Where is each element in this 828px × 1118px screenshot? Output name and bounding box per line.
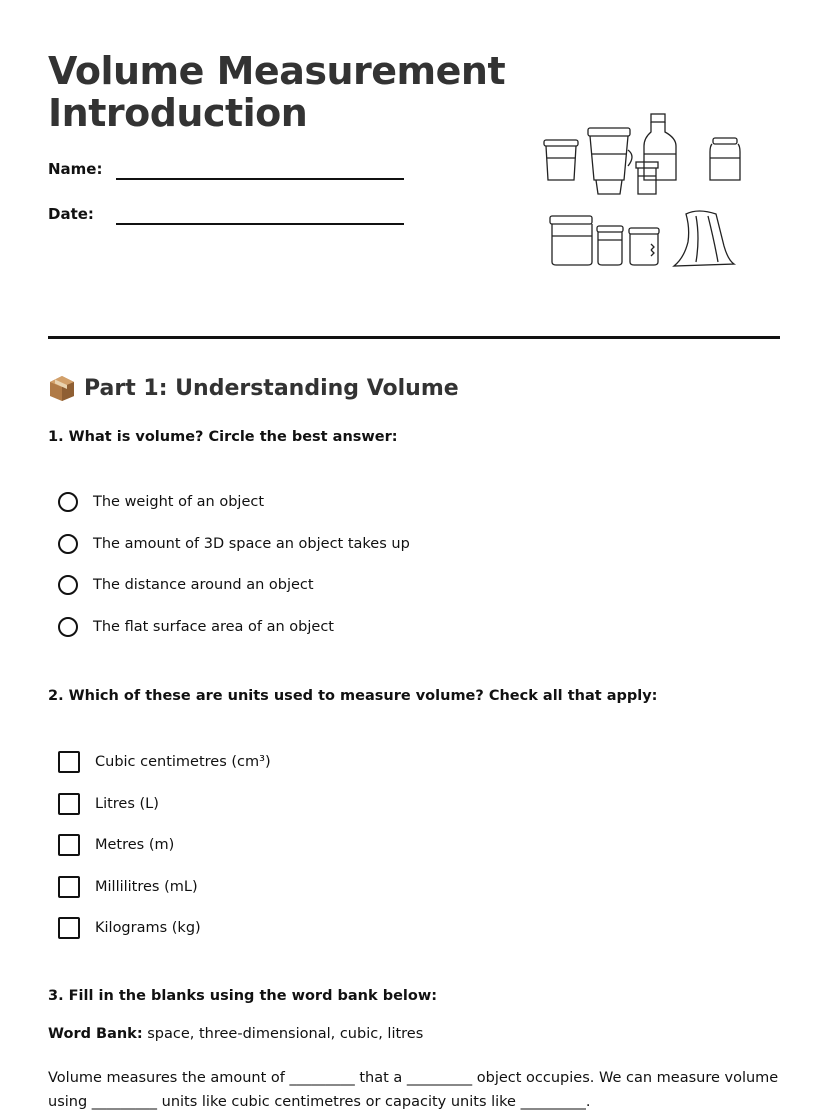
fill-in-paragraph: Volume measures the amount of _________ that a _________ object occupies. We can measure volume using _________ units like cubic centimetres or capacity units like _________. [48,1070,779,1110]
q1-option-1-label: The weight of an object [93,494,265,510]
q2-option-5[interactable] [58,917,201,939]
blender-jar-icon [588,128,632,194]
jar-icon [710,138,740,180]
radio-circle[interactable] [58,617,78,637]
q1-option-1[interactable] [58,492,264,512]
name-field [48,160,102,178]
q2-option-2[interactable] [58,793,159,815]
q2-option-1[interactable] [58,751,271,773]
bottle-icon [644,114,676,180]
q2-option-3[interactable] [58,834,174,856]
package-icon [48,374,76,402]
part1-title: Part 1: Understanding Volume [84,375,459,401]
title-line-1: Volume Measurement [48,49,506,93]
page-title [48,50,505,134]
q2-option-3-label: Metres (m) [95,837,175,853]
checkbox[interactable] [58,876,80,898]
word-bank [48,1026,423,1042]
large-beaker-icon [550,216,592,265]
checkbox[interactable] [58,834,80,856]
name-label: Name: [48,160,103,178]
containers-illustration [538,110,748,270]
q1-option-3[interactable] [58,575,314,595]
q2-option-4[interactable] [58,876,198,898]
q2-option-4-label: Millilitres (mL) [95,879,198,895]
q1-option-2[interactable] [58,534,410,554]
radio-circle[interactable] [58,534,78,554]
name-write-line[interactable] [116,178,404,180]
checkbox[interactable] [58,917,80,939]
word-bank-words: space, three-dimensional, cubic, litres [142,1026,424,1042]
question-1: 1. What is volume? Circle the best answer: [48,429,398,445]
q2-option-2-label: Litres (L) [95,796,159,812]
date-field [48,205,94,223]
small-glass-icon [636,162,658,194]
measuring-cup-icon [629,228,659,265]
question-2: 2. Which of these are units used to measure volume? Check all that apply: [48,688,658,704]
part1-heading [48,374,459,402]
q1-option-3-label: The distance around an object [93,577,314,593]
tumbler-icon [597,226,623,265]
cloth-bag-icon [674,211,734,266]
radio-circle[interactable] [58,575,78,595]
question-3: 3. Fill in the blanks using the word bank below: [48,988,438,1004]
glass-cup-1-icon [544,140,578,180]
checkbox[interactable] [58,793,80,815]
q1-option-4[interactable] [58,617,334,637]
q2-option-5-label: Kilograms (kg) [95,920,201,936]
q1-option-2-label: The amount of 3D space an object takes up [93,536,410,552]
date-label: Date: [48,205,94,223]
q1-option-4-label: The flat surface area of an object [93,619,334,635]
title-line-2: Introduction [48,91,308,135]
checkbox[interactable] [58,751,80,773]
q2-option-1-label: Cubic centimetres (cm³) [95,754,271,770]
section-divider [48,336,780,339]
radio-circle[interactable] [58,492,78,512]
date-write-line[interactable] [116,223,404,225]
word-bank-label: Word Bank: [48,1026,143,1042]
